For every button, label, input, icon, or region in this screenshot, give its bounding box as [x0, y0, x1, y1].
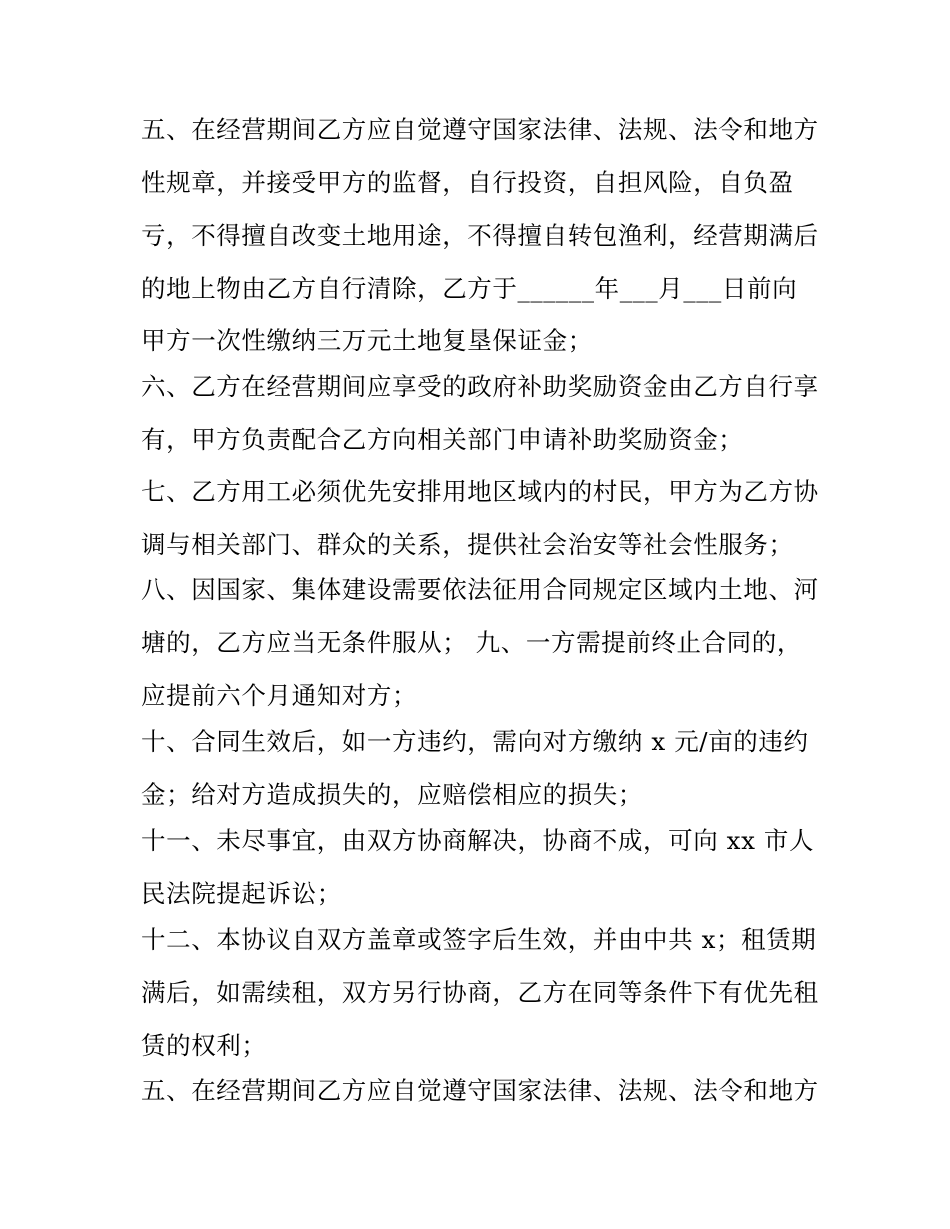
text-line: 六、乙方在经营期间应享受的政府补助奖励资金由乙方自行享: [141, 372, 819, 401]
text-line: 性规章，并接受甲方的监督，自行投资，自担风险，自负盈: [141, 168, 794, 197]
text-line: 满后，如需续租，双方另行协商，乙方在同等条件下有优先租: [141, 978, 819, 1007]
text-line: 赁的权利；: [141, 1031, 267, 1060]
text-line: 十二、本协议自双方盖章或签字后生效，并由中共 x；租赁期: [141, 925, 817, 954]
text-line: 五、在经营期间乙方应自觉遵守国家法律、法规、法令和地方: [141, 115, 819, 144]
text-line: 五、在经营期间乙方应自觉遵守国家法律、法规、法令和地方: [141, 1076, 819, 1105]
text-line: 调与相关部门、群众的关系，提供社会治安等社会性服务；: [141, 530, 794, 559]
text-line: 十一、未尽事宜，由双方协商解决，协商不成，可向 xx 市人: [141, 826, 815, 855]
text-line: 十、合同生效后，如一方违约，需向对方缴纳 x 元/亩的违约: [141, 727, 809, 756]
text-line: 八、因国家、集体建设需要依法征用合同规定区域内土地、河: [141, 575, 819, 604]
text-line: 七、乙方用工必须优先安排用地区域内的村民，甲方为乙方协: [141, 477, 819, 506]
text-line: 亏，不得擅自改变土地用途，不得擅自转包渔利，经营期满后: [141, 221, 819, 250]
text-line: 的地上物由乙方自行清除，乙方于______年___月___日前向: [141, 274, 798, 303]
text-line: 金；给对方造成损失的，应赔偿相应的损失；: [141, 780, 643, 809]
text-line: 应提前六个月通知对方；: [141, 681, 418, 710]
text-line: 有，甲方负责配合乙方向相关部门申请补助奖励资金；: [141, 425, 744, 454]
text-line: 塘的，乙方应当无条件服从； 九、一方需提前终止合同的，: [141, 628, 802, 657]
text-line: 甲方一次性缴纳三万元土地复垦保证金；: [141, 326, 593, 355]
text-line: 民法院提起诉讼；: [141, 879, 342, 908]
